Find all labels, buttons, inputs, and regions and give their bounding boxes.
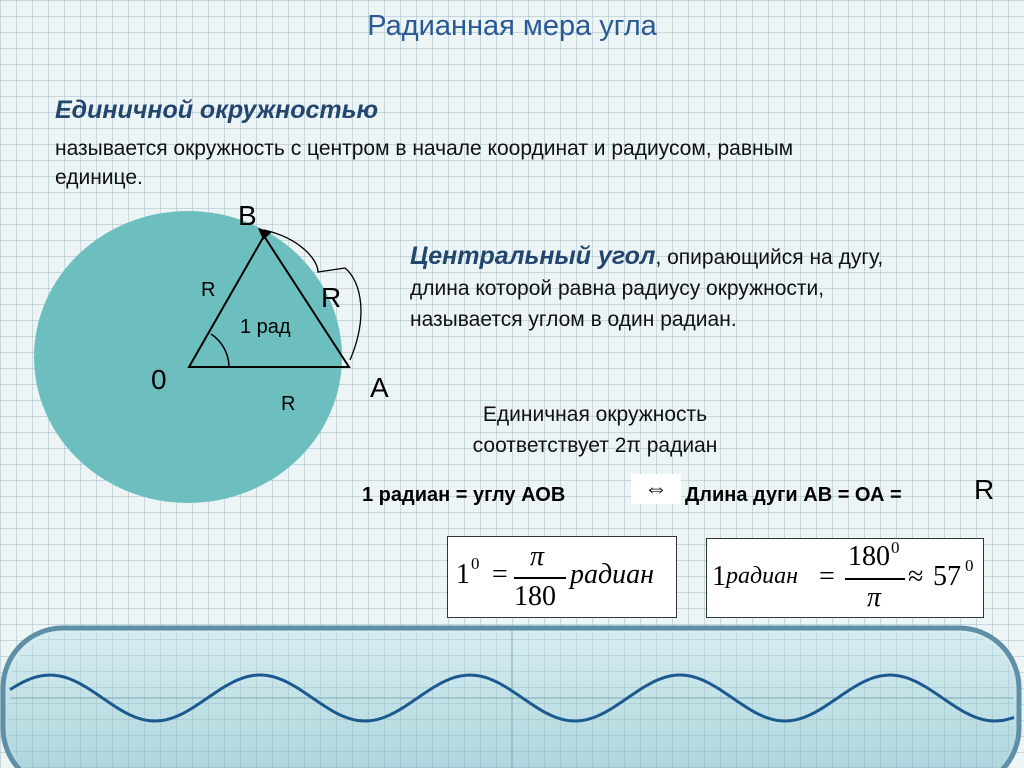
radius-arc-label: R bbox=[321, 282, 342, 313]
formula2-num-sup: 0 bbox=[891, 538, 900, 557]
radian-to-degree-formula bbox=[706, 538, 984, 618]
diagram-shapes bbox=[0, 190, 400, 510]
formula2-denominator: π bbox=[867, 582, 882, 613]
point-b-label: B bbox=[238, 200, 257, 231]
equation-left: 1 радиан = углу АОВ bbox=[362, 484, 566, 506]
sine-wave-graphic bbox=[0, 623, 1024, 768]
formula2-eq: = bbox=[819, 561, 835, 592]
definition-term: Единичной окружностью bbox=[55, 96, 379, 124]
formula2-lhs: 1 bbox=[712, 561, 726, 592]
degree-to-radian-formula bbox=[447, 536, 677, 618]
page-title: Радианная мера угла bbox=[367, 10, 657, 42]
formula1-eq: = bbox=[492, 559, 508, 590]
formula2-numerator: 180 bbox=[848, 541, 890, 572]
panel-grid bbox=[8, 633, 1014, 768]
equivalence-icon: ⇔ bbox=[631, 474, 681, 504]
formula2-result: 57 bbox=[933, 561, 961, 592]
sine-wave-panel bbox=[0, 623, 1024, 768]
central-angle-text: , опирающийся на дугу, длина которой равна радиусу окружности, называется углом в один радиан. bbox=[410, 246, 884, 331]
radius-left-label: R bbox=[201, 279, 216, 301]
formula1-lhs: 1 bbox=[456, 559, 470, 590]
formula2-unit: радиан bbox=[726, 563, 799, 589]
point-a-label: A bbox=[370, 372, 389, 403]
unit-circle-note: Единичная окружность соответствует 2π радиан bbox=[472, 403, 718, 457]
unit-circle-diagram bbox=[0, 190, 400, 510]
origin-label: 0 bbox=[151, 364, 167, 395]
central-angle-definition bbox=[410, 241, 940, 335]
unit-circle-shape bbox=[34, 211, 342, 503]
central-angle-term: Центральный угол bbox=[410, 242, 656, 270]
equation-r: R bbox=[974, 474, 995, 505]
formula1-denominator: 180 bbox=[514, 581, 556, 612]
formula1-numerator: π bbox=[530, 541, 545, 572]
formula1-unit: радиан bbox=[570, 559, 655, 590]
radius-bottom-label: R bbox=[281, 393, 296, 415]
angle-label: 1 рад bbox=[240, 316, 291, 338]
formula2-result-sup: 0 bbox=[965, 556, 974, 575]
formula1-sup: 0 bbox=[471, 554, 480, 573]
formula1-fraction-bar bbox=[514, 577, 566, 579]
equation-right: Длина дуги АВ = ОА = bbox=[685, 484, 902, 506]
formula2-fraction-bar bbox=[845, 578, 905, 580]
formula2-approx: ≈ bbox=[908, 561, 924, 592]
definition-text: называется окружность с центром в начале координат и радиусом, равным единице. bbox=[55, 137, 794, 189]
